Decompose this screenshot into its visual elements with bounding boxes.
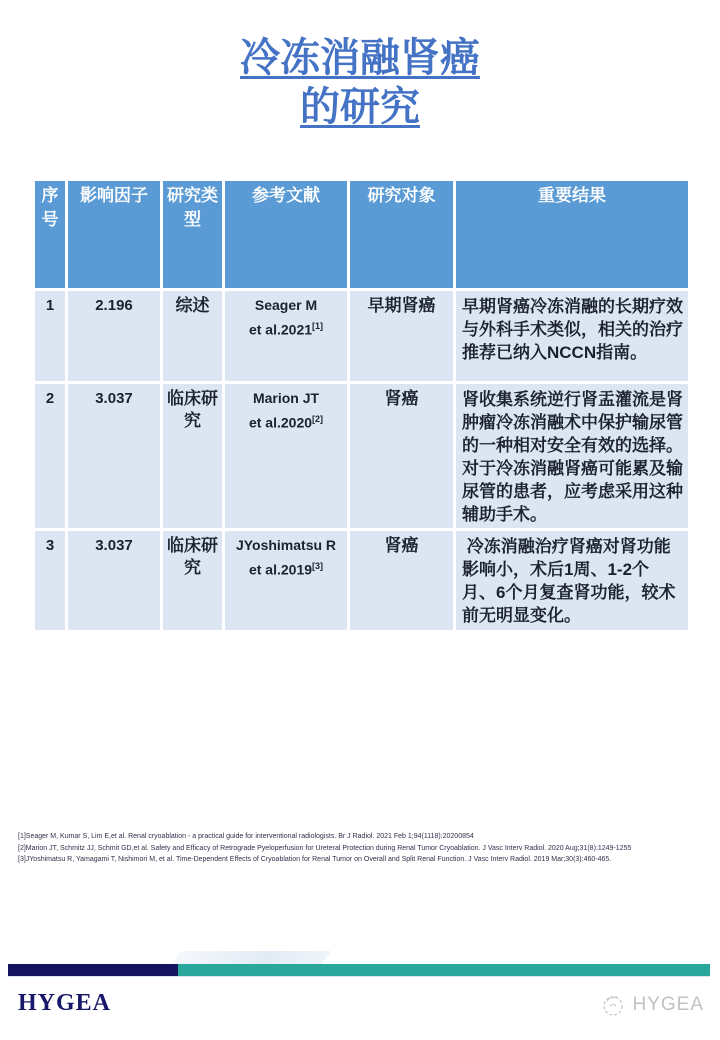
- cell-reference: [224, 383, 349, 530]
- cell-result: 冷冻消融治疗肾癌对肾功能影响小，术后1周、1-2个月、6个月复查肾功能，较术前无明显变化。: [455, 530, 690, 632]
- reference-year: et al.2019[3]: [248, 561, 324, 578]
- reference-year: et al.2020[2]: [248, 414, 324, 431]
- cell-no: 3: [34, 530, 67, 632]
- reference-author: JYoshimatsu R: [235, 537, 337, 553]
- footer-bar: [8, 964, 710, 977]
- cell-subject: 肾癌: [349, 530, 455, 632]
- table-header-row: [34, 180, 690, 290]
- footnote-1: [1]Seager M, Kumar S, Lim E,et al. Renal cryoablation - a practical guide for interventional radiologists. Br J Radiol. 2021 Feb 1;94(1118):20200854: [18, 833, 474, 840]
- cell-result: 肾收集系统逆行肾盂灌流是肾肿瘤冷冻消融术中保护输尿管的一种相对安全有效的选择。对于冷冻消融肾癌可能累及输尿管的患者，应考虑采用这种辅助手术。: [455, 383, 690, 530]
- study-table: [32, 178, 691, 633]
- cell-reference: [224, 530, 349, 632]
- cell-no: 1: [34, 290, 67, 383]
- cell-study-type: 临床研究: [162, 530, 224, 632]
- cell-subject: 早期肾癌: [349, 290, 455, 383]
- footer-bar-teal-segment: [178, 964, 710, 976]
- reference-citation-mark: [3]: [312, 561, 324, 571]
- column-header-reference: 参考文献: [224, 180, 349, 290]
- column-header-subject: 研究对象: [349, 180, 455, 290]
- column-header-study-type: 研究类型: [162, 180, 224, 290]
- reference-year: et al.2021[1]: [248, 321, 324, 338]
- table-row: [34, 530, 690, 632]
- cell-result: 早期肾癌冷冻消融的长期疗效与外科手术类似，相关的治疗推荐已纳入NCCN指南。: [455, 290, 690, 383]
- cell-study-type: 综述: [162, 290, 224, 383]
- cell-impact-factor: 3.037: [67, 383, 162, 530]
- cell-impact-factor: 3.037: [67, 530, 162, 632]
- page-title-line1: 冷冻消融肾癌: [240, 36, 480, 80]
- cell-impact-factor: 2.196: [67, 290, 162, 383]
- brand-logo-text: HYGEA: [18, 990, 112, 1016]
- reference-author: Seager M: [254, 297, 318, 313]
- watermark-emblem-icon: [600, 992, 626, 1018]
- page-title: [0, 34, 720, 132]
- reference-citation-mark: [2]: [312, 414, 324, 424]
- watermark: [600, 992, 704, 1018]
- cell-study-type: 临床研究: [162, 383, 224, 530]
- cell-subject: 肾癌: [349, 383, 455, 530]
- footnote-2: [2]Marion JT, Schmitz JJ, Schmit GD,et al. Safety and Efficacy of Retrograde Pyeloperfusion for Ureteral Protection during Renal Tumor Cryoablation. J Vasc Interv Radiol. 2020 Aug;31(8):1249-1255: [18, 844, 632, 852]
- table-row: [34, 383, 690, 530]
- column-header-impact-factor: 影响因子: [67, 180, 162, 290]
- cell-no: 2: [34, 383, 67, 530]
- footnote-3: [3]JYoshimatsu R, Yamagami T, Nishimori M, et al. Time-Dependent Effects of Cryoablation for Renal Tumor on Overall and Split Renal Function. J Vasc Interv Radiol. 2019 Mar;30(3):460-465.: [18, 856, 612, 863]
- reference-citation-mark: [1]: [312, 321, 324, 331]
- reference-author: Marion JT: [252, 390, 320, 406]
- cell-reference: [224, 290, 349, 383]
- table-row: [34, 290, 690, 383]
- watermark-text: HYGEA: [632, 994, 704, 1015]
- column-header-no: 序号: [34, 180, 67, 290]
- footnote-list: [18, 831, 708, 866]
- column-header-result: 重要结果: [455, 180, 690, 290]
- footer-decoration-shape: [171, 951, 331, 965]
- footer-bar-navy-segment: [8, 964, 178, 976]
- page-title-line2: 的研究: [300, 85, 420, 129]
